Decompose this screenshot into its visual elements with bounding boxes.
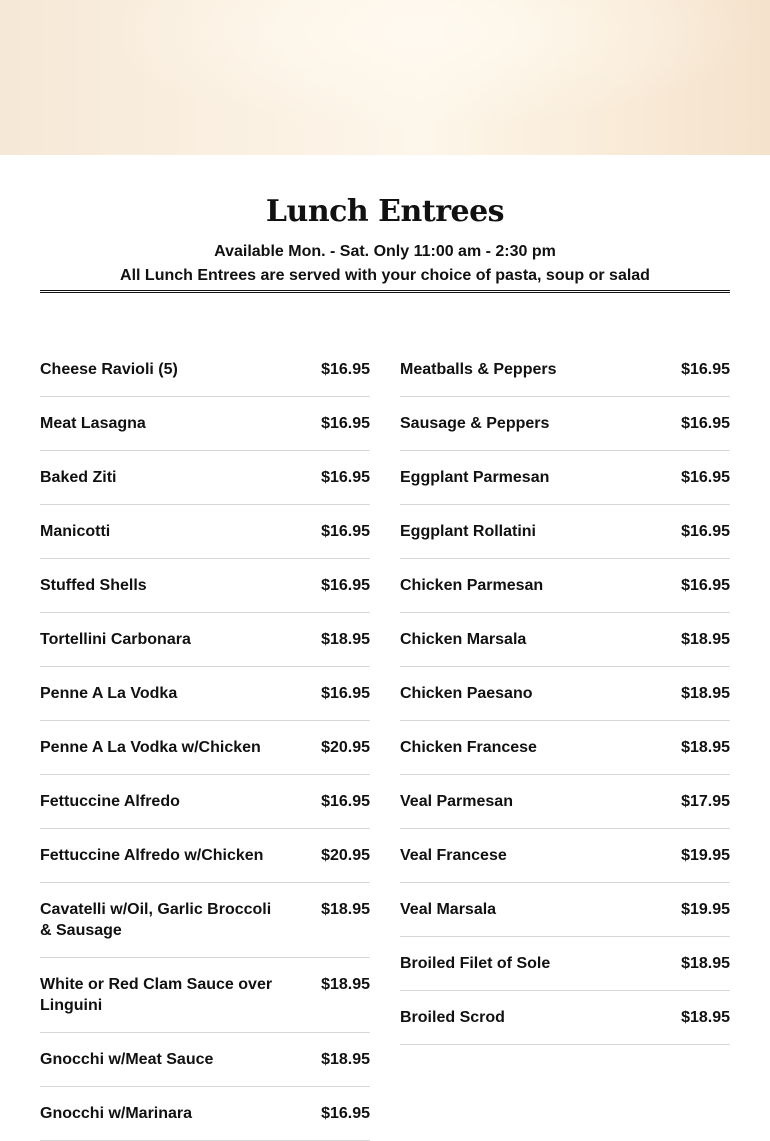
menu-item-name: Chicken Paesano: [400, 685, 533, 702]
menu-item-name: Chicken Francese: [400, 739, 537, 756]
menu-item: [400, 613, 730, 667]
menu-item: [40, 343, 370, 397]
menu-item-name: Gnocchi w/Meat Sauce: [40, 1051, 214, 1068]
menu-item: [400, 343, 730, 397]
menu-item-name: Eggplant Rollatini: [400, 523, 536, 540]
menu-item-name: Stuffed Shells: [40, 577, 147, 594]
menu-item-name: Eggplant Parmesan: [400, 469, 550, 486]
menu-column-right: [400, 343, 730, 1045]
hero-banner-image: [0, 0, 770, 155]
menu-item-price: $16.95: [321, 469, 370, 486]
menu-item: [400, 883, 730, 937]
menu-item-name: Veal Parmesan: [400, 793, 513, 810]
menu-item-name: Meat Lasagna: [40, 415, 146, 432]
menu-item-price: $18.95: [321, 631, 370, 648]
menu-item-name: Sausage & Peppers: [400, 415, 550, 432]
menu-item-price: $16.95: [321, 577, 370, 594]
menu-item-name: Manicotti: [40, 523, 111, 540]
menu-item-price: $16.95: [321, 523, 370, 540]
menu-item-price: $17.95: [681, 793, 730, 810]
menu-item: [40, 883, 370, 958]
menu-item: [400, 721, 730, 775]
page-title: Lunch Entrees: [265, 194, 505, 229]
menu-item-price: $16.95: [681, 361, 730, 378]
served-with-note: All Lunch Entrees are served with your choice of pasta, soup or salad: [120, 267, 650, 284]
menu-item-name: Gnocchi w/Marinara: [40, 1105, 193, 1122]
menu-item: [400, 829, 730, 883]
menu-column-left: [40, 343, 370, 1141]
menu-item-name: Penne A La Vodka w/Chicken: [40, 739, 261, 756]
menu-item-name: Cavatelli w/Oil, Garlic Broccoli & Sausage: [40, 901, 272, 939]
menu-item-price: $20.95: [321, 847, 370, 864]
menu-item-name: Cheese Ravioli (5): [40, 361, 178, 378]
menu-item-price: $19.95: [681, 901, 730, 918]
availability-text: Available Mon. - Sat. Only 11:00 am - 2:30 pm: [214, 243, 556, 260]
menu-item: [40, 1033, 370, 1087]
menu-item-price: $18.95: [321, 1051, 370, 1068]
menu-item: [400, 397, 730, 451]
menu-item: [40, 505, 370, 559]
menu-item-price: $16.95: [321, 685, 370, 702]
menu-item: [40, 775, 370, 829]
menu-header: [40, 155, 730, 288]
menu-item: [400, 937, 730, 991]
menu-item-price: $18.95: [681, 1009, 730, 1026]
menu-item: [40, 559, 370, 613]
menu-item-name: Veal Francese: [400, 847, 507, 864]
menu-item-name: Penne A La Vodka: [40, 685, 178, 702]
menu-item: [40, 1087, 370, 1141]
menu-item: [40, 667, 370, 721]
menu-item: [400, 451, 730, 505]
menu-item-price: $16.95: [321, 361, 370, 378]
menu-item-name: Veal Marsala: [400, 901, 497, 918]
menu-item-price: $16.95: [681, 577, 730, 594]
menu-item: [400, 991, 730, 1045]
menu-item-name: Meatballs & Peppers: [400, 361, 557, 378]
menu-item-price: $16.95: [681, 469, 730, 486]
menu-item: [40, 829, 370, 883]
menu-item-name: Chicken Parmesan: [400, 577, 544, 594]
double-divider: [40, 290, 730, 293]
menu-item-price: $18.95: [321, 976, 370, 993]
menu-item: [40, 613, 370, 667]
menu-item-price: $18.95: [681, 739, 730, 756]
menu-item-name: Fettuccine Alfredo: [40, 793, 180, 810]
menu-item: [40, 451, 370, 505]
menu-item-price: $16.95: [321, 415, 370, 432]
menu-item-name: Tortellini Carbonara: [40, 631, 191, 648]
menu-item-price: $18.95: [681, 685, 730, 702]
menu-item: [400, 667, 730, 721]
menu-item-price: $18.95: [681, 631, 730, 648]
menu-item: [400, 559, 730, 613]
menu-item: [40, 958, 370, 1033]
menu-item-price: $18.95: [681, 955, 730, 972]
menu-item-price: $16.95: [321, 1105, 370, 1122]
menu-item-price: $18.95: [321, 901, 370, 918]
menu-item: [40, 721, 370, 775]
menu-item-name: Chicken Marsala: [400, 631, 527, 648]
menu-item-name: Broiled Filet of Sole: [400, 955, 551, 972]
menu-item-name: Baked Ziti: [40, 469, 117, 486]
menu-item-price: $16.95: [681, 523, 730, 540]
menu-item-price: $20.95: [321, 739, 370, 756]
menu-item-price: $16.95: [321, 793, 370, 810]
menu-item-price: $19.95: [681, 847, 730, 864]
menu-item: [400, 505, 730, 559]
menu-item: [400, 775, 730, 829]
menu-item-name: Fettuccine Alfredo w/Chicken: [40, 847, 264, 864]
menu-item: [40, 397, 370, 451]
menu-item-price: $16.95: [681, 415, 730, 432]
menu-item-name: White or Red Clam Sauce over Linguini: [40, 976, 273, 1014]
menu-item-name: Broiled Scrod: [400, 1009, 505, 1026]
